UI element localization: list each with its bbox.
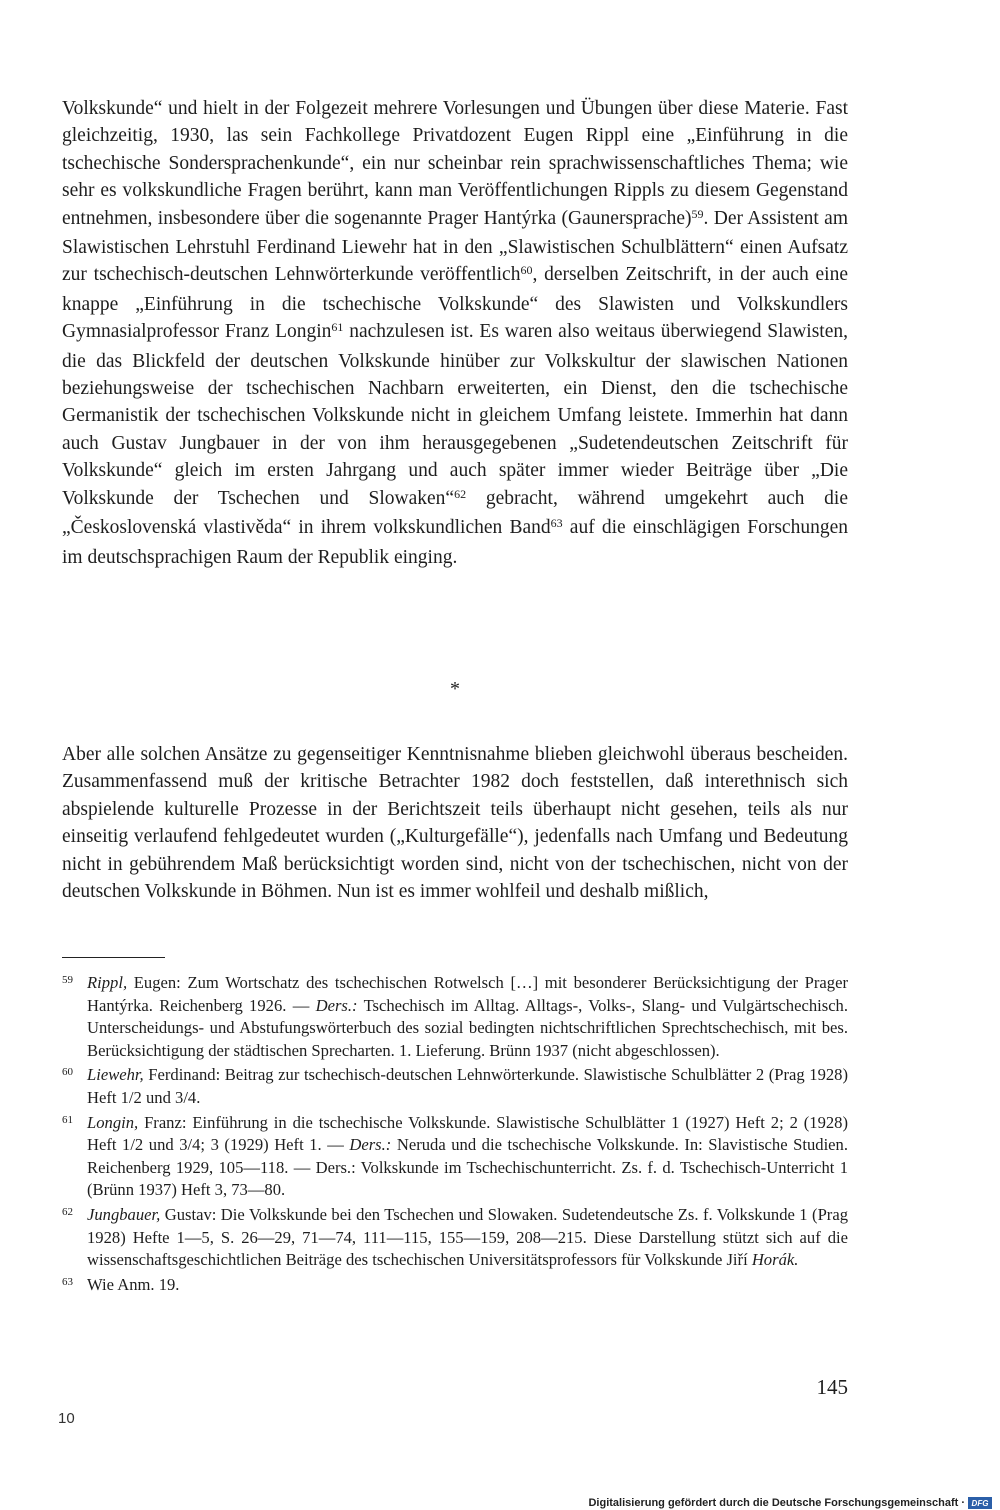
scan-sheet-number: 10 bbox=[58, 1410, 75, 1427]
credit-text: Digitalisierung gefördert durch die Deutsche Forschungsgemeinschaft · bbox=[588, 1497, 965, 1509]
footnote-number: 59 bbox=[62, 974, 73, 986]
footnotes-section bbox=[62, 972, 848, 1298]
paragraph-2: Aber alle solchen Ansätze zu gegenseitiger Kenntnisnahme blieben gleichwohl überaus bescheiden. Zusammenfassend muß der kritische Betrachter 1982 doch feststellen, daß interethnisch sich abspielende kulturelle Prozesse in der Berichtszeit teils überhaupt nicht gesehen, teils als nur einseitig verlaufend fehlgedeutet wurden („Kulturgefälle“), jedenfalls nach Umfang und Bedeutung nicht in gebührendem Maß berücksichtigt worden sind, nicht von der tschechischen, nicht von der deutschen Volkskunde in Böhmen. Nun ist es immer wohlfeil und deshalb mißlich, bbox=[62, 744, 848, 903]
paragraph-1: Volkskunde“ und hielt in der Folgezeit mehrere Vorlesungen und Übungen über diese Materie. Fast gleichzeitig, 1930, las sein Fachkollege Privatdozent Eugen Rippl eine „Einführung in die tschechische Sondersprachenkunde“, ein nur scheinbar rein sprachwissenschaftliches Thema; wie sehr es volkskundliche Fragen berührt, kann man Veröffentlichungen Rippls zu diesem Gegenstand entnehmen, insbesondere über die sogenannte Prager Hantýrka (Gaunersprache)$^{59}$. Der Assistent am Slawistischen Lehrstuhl Ferdinand Liewehr hat in den „Slawistischen Schulblättern“ einen Aufsatz zur tschechisch-deutschen Lehnwörterkunde veröffentlich$^{60}$, derselben Zeitschrift, in der auch eine knappe „Einführung in die tschechische Volkskunde“ des Slawisten und Volkskundlers Gymnasialprofessor Franz Longin$^{61}$ nachzulesen ist. Es waren also weitaus überwiegend Slawisten, die das Blickfeld der deutschen Volkskunde hinüber zur Volkskultur der slawischen Nationen beziehungsweise der tschechischen Nachbarn erweiterten, ein Dienst, den die tschechische Germanistik der tschechischen Volkskunde nicht in gleichem Umfang leistete. Immerhin hat dann auch Gustav Jungbauer in der von ihm herausgegebenen „Sudetendeutschen Zeitschrift für Volkskunde“ gleich im ersten Jahrgang und auch später immer wieder Beiträge über „Die Volkskunde der Tschechen und Slowaken“$^{62}$ gebracht, während umgekehrt auch die „Československá vlastivěda“ in ihrem volkskundlichen Band$^{63}$ auf die einschlägigen Forschungen im deutschsprachigen Raum der Republik einging. bbox=[62, 98, 849, 568]
body-text-lower bbox=[62, 741, 848, 905]
footnote-ref-59[interactable]: 59 bbox=[691, 206, 704, 221]
footnote-number: 63 bbox=[62, 1275, 73, 1288]
dfg-logo-icon: DFG bbox=[968, 1497, 992, 1509]
footnote-ref-61[interactable]: 61 bbox=[331, 320, 344, 335]
footnote-60: 60 Liewehr, Ferdinand: Beitrag zur tschechisch-deutschen Lehnwörterkunde. Slawistische Schulblätter 2 (Prag 1928) Heft 1/2 und 3/4. bbox=[62, 1064, 848, 1109]
footnote-61: 61 Longin, Franz: Einführung in die tschechische Volkskunde. Slawistische Schulblätter 1 (1927) Heft 2; 2 (1928) Heft 1/2 und 3/4; 3 (1929) Heft 1. — Ders.: Neruda und die tschechische Volkskunde. In: Slavistische Studien. Reichenberg 1929, 105—118. — Ders.: Volkskunde im Tschechischunterricht. Zs. f. d. Tschechisch-Unterricht 1 (Brünn 1937) Heft 3, 73—80. bbox=[62, 1112, 848, 1202]
footnote-ref-62[interactable]: 62 bbox=[454, 486, 467, 501]
digitization-credit bbox=[588, 1496, 992, 1510]
body-text-upper bbox=[62, 95, 848, 571]
page-number: 145 bbox=[816, 1375, 848, 1399]
footnote-number: 62 bbox=[62, 1205, 73, 1218]
footnote-author: Jungbauer, bbox=[87, 1204, 161, 1224]
footnote-ref-63[interactable]: 63 bbox=[550, 516, 563, 531]
footnote-author: Rippl, bbox=[87, 973, 128, 992]
footnote-author: Longin, bbox=[87, 1112, 139, 1132]
footnote-separator bbox=[62, 957, 165, 958]
footnote-number: 61 bbox=[62, 1113, 73, 1126]
footnote-62: 62 Jungbauer, Gustav: Die Volkskunde bei den Tschechen und Slowaken. Sudetendeutsche Zs. f. Volkskunde 1 (Prag 1928) Hefte 1—5, S. 26—29, 71—74, 111—115, 155—159, 208—215. Diese Darstellung stützt sich auf die wissenschaftsgeschichtlichen Beiträge des tschechischen Universitätsprofessors für Volkskunde Jiří Horák. bbox=[62, 1204, 848, 1272]
section-divider-asterisk: * bbox=[450, 678, 460, 700]
footnote-author: Liewehr, bbox=[87, 1065, 144, 1085]
footnote-number: 60 bbox=[62, 1066, 73, 1079]
footnote-63: 63 Wie Anm. 19. bbox=[62, 1274, 848, 1297]
footnote-ref-60[interactable]: 60 bbox=[520, 263, 533, 278]
footnote-59: 59 Rippl, Eugen: Zum Wortschatz des tschechischen Rotwelsch […] mit besonderer Berücksichtigung der Prager Hantýrka. Reichenberg 1926. — Ders.: Tschechisch im Alltag. Alltags-, Volks-, Slang- und Vulgärtschechisch. Unterscheidungs- und Abstufungswörterbuch des sozial bedingten nichtschriftlichen Sprechtschechisch, mit bes. Berücksichtigung der städtischen Sprecharten. 1. Lieferung. Brünn 1937 (nicht abgeschlossen). bbox=[62, 972, 848, 1062]
